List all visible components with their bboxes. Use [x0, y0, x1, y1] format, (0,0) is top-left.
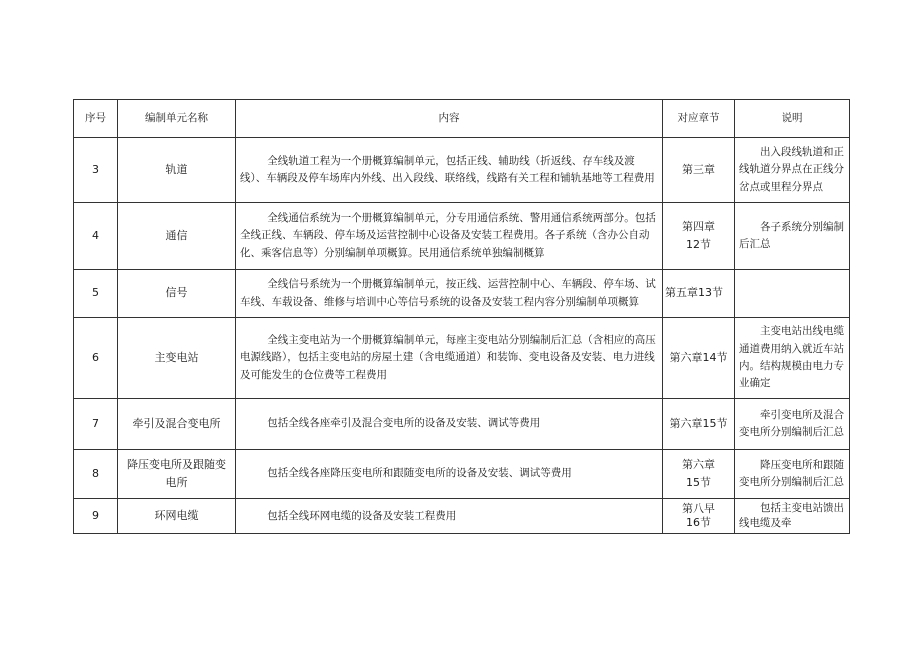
row-content: 包括全线环网电缆的设备及安装工程费用 — [236, 499, 663, 534]
row-unit-name: 牵引及混合变电所 — [118, 399, 236, 450]
row-seq: 4 — [74, 203, 118, 270]
row-seq: 5 — [74, 270, 118, 318]
row-seq: 7 — [74, 399, 118, 450]
row-seq: 6 — [74, 318, 118, 399]
row-chapter: 第六章 15节 — [663, 450, 735, 499]
row-chapter: 第三章 — [663, 138, 735, 203]
table-header-row — [74, 100, 850, 138]
row-chapter: 第八早 16节 — [663, 499, 735, 534]
row-unit-name: 降压变电所及跟随变电所 — [118, 450, 236, 499]
row-seq: 3 — [74, 138, 118, 203]
table-row — [74, 270, 850, 318]
row-unit-name: 轨道 — [118, 138, 236, 203]
header-note: 说明 — [735, 100, 850, 138]
budget-unit-table — [73, 99, 850, 534]
table-row — [74, 499, 850, 534]
row-unit-name: 环网电缆 — [118, 499, 236, 534]
row-note — [735, 270, 850, 318]
table-row — [74, 138, 850, 203]
row-chapter: 第四章 12节 — [663, 203, 735, 270]
table-row — [74, 450, 850, 499]
row-unit-name: 主变电站 — [118, 318, 236, 399]
table-row — [74, 399, 850, 450]
row-chapter: 第六章14节 — [663, 318, 735, 399]
row-content: 包括全线各座降压变电所和跟随变电所的设备及安装、调试等费用 — [236, 450, 663, 499]
header-chapter: 对应章节 — [663, 100, 735, 138]
row-content: 全线通信系统为一个册概算编制单元，分专用通信系统、警用通信系统两部分。包括全线正线、车辆段、停车场及运营控制中心设备及安装工程费用。各子系统（含办公自动化、乘客信息等）分别编制单项概算。民用通信系统单独编制概算 — [236, 203, 663, 270]
row-note: 各子系统分别编制后汇总 — [735, 203, 850, 270]
row-unit-name: 通信 — [118, 203, 236, 270]
row-content: 全线轨道工程为一个册概算编制单元，包括正线、辅助线（折返线、存车线及渡线）、车辆段及停车场库内外线、出入段线、联络线，线路有关工程和铺轨基地等工程费用 — [236, 138, 663, 203]
row-content: 全线主变电站为一个册概算编制单元，每座主变电站分别编制后汇总（含相应的高压电源线路），包括主变电站的房屋土建（含电缆通道）和装饰、变电设备及安装、电力进线及可能发生的仓位费等工程费用 — [236, 318, 663, 399]
row-seq: 9 — [74, 499, 118, 534]
row-note: 出入段线轨道和正线轨道分界点在正线分岔点或里程分界点 — [735, 138, 850, 203]
row-note: 牵引变电所及混合变电所分别编制后汇总 — [735, 399, 850, 450]
row-note: 包括主变电站馈出线电缆及牵 — [735, 499, 850, 534]
header-content: 内容 — [236, 100, 663, 138]
row-chapter: 第五章13节 — [663, 270, 735, 318]
row-unit-name: 信号 — [118, 270, 236, 318]
row-content: 全线信号系统为一个册概算编制单元，按正线、运营控制中心、车辆段、停车场、试车线、车载设备、维修与培训中心等信号系统的设备及安装工程内容分别编制单项概算 — [236, 270, 663, 318]
header-seq: 序号 — [74, 100, 118, 138]
table-row — [74, 203, 850, 270]
row-content: 包括全线各座牵引及混合变电所的设备及安装、调试等费用 — [236, 399, 663, 450]
row-chapter: 第六章15节 — [663, 399, 735, 450]
table-row — [74, 318, 850, 399]
row-note: 主变电站出线电缆通道费用纳入就近车站内。结构规模由电力专业确定 — [735, 318, 850, 399]
row-seq: 8 — [74, 450, 118, 499]
header-unit-name: 编制单元名称 — [118, 100, 236, 138]
row-note: 降压变电所和跟随变电所分别编制后汇总 — [735, 450, 850, 499]
